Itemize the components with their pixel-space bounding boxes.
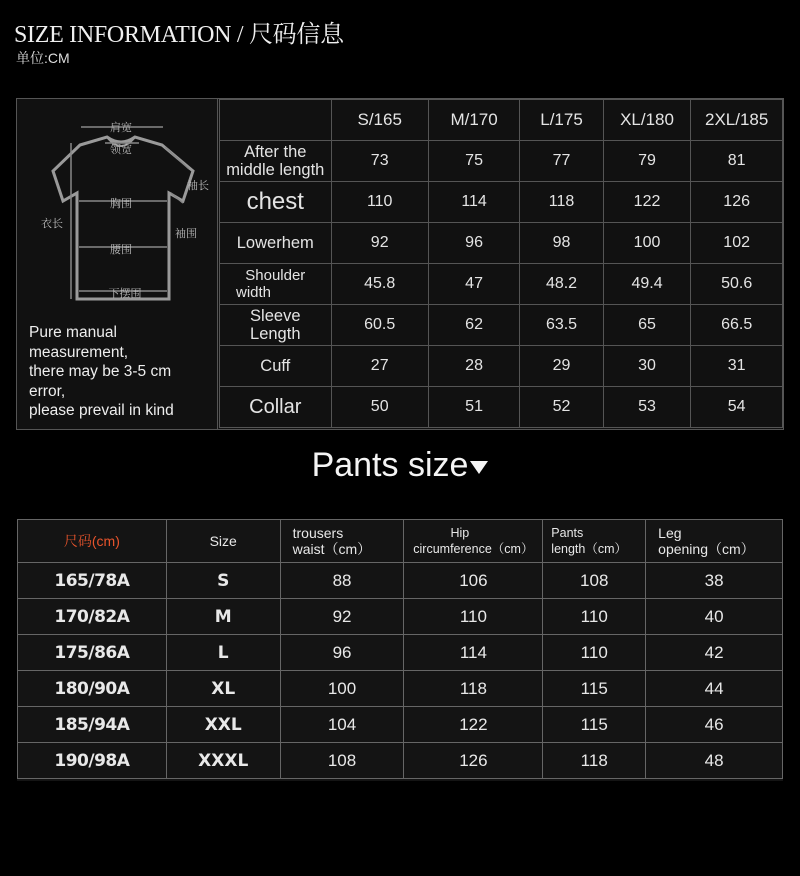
value-cell: 53 — [603, 387, 691, 428]
value-cell: 48.2 — [520, 264, 603, 305]
value-cell: 60.5 — [331, 305, 428, 346]
table-cell: 92 — [280, 599, 404, 635]
shirt-row-sleeve — [220, 305, 783, 346]
down-triangle-icon — [470, 461, 488, 474]
measurement-note — [29, 323, 219, 421]
shirt-row-lowerhem — [220, 223, 783, 264]
table-cell: 115 — [543, 707, 646, 743]
table-row — [18, 743, 783, 779]
value-cell: 52 — [520, 387, 603, 428]
size-column-header: S/165 — [331, 100, 428, 141]
value-cell: 51 — [428, 387, 519, 428]
value-cell: 118 — [520, 182, 603, 223]
value-cell: 100 — [603, 223, 691, 264]
shirt-row-length — [220, 141, 783, 182]
pants-header-cell: trousers waist（cm） — [280, 520, 404, 563]
value-cell: 77 — [520, 141, 603, 182]
table-cell: 114 — [404, 635, 543, 671]
shirt-header-row — [220, 100, 783, 141]
diagram-label-neck: 领宽 — [110, 143, 132, 156]
pants-header-cell: 尺码(cm) — [18, 520, 167, 563]
table-cell: XXXL — [166, 743, 280, 779]
value-cell: 54 — [691, 387, 783, 428]
row-label: Collar — [220, 387, 332, 428]
table-cell: 118 — [543, 743, 646, 779]
unit-label: 单位:CM — [16, 50, 70, 66]
pants-size-chart — [17, 519, 783, 781]
table-cell: 175/86A — [18, 635, 167, 671]
table-cell: 110 — [404, 599, 543, 635]
value-cell: 96 — [428, 223, 519, 264]
shirt-row-collar — [220, 387, 783, 428]
value-cell: 47 — [428, 264, 519, 305]
table-cell: 108 — [543, 563, 646, 599]
table-cell: 126 — [404, 743, 543, 779]
value-cell: 75 — [428, 141, 519, 182]
shirt-diagram — [17, 99, 218, 429]
pants-section-title: Pants size — [0, 446, 800, 485]
table-cell: S — [166, 563, 280, 599]
row-label: After the middle length — [220, 141, 332, 182]
size-column-header: 2XL/185 — [691, 100, 783, 141]
value-cell: 126 — [691, 182, 783, 223]
table-cell: 110 — [543, 599, 646, 635]
value-cell: 27 — [331, 346, 428, 387]
table-cell: 115 — [543, 671, 646, 707]
table-cell: 96 — [280, 635, 404, 671]
note-line: error, — [29, 382, 66, 400]
value-cell: 110 — [331, 182, 428, 223]
diagram-label-waist: 腰围 — [110, 243, 132, 256]
table-cell: 100 — [280, 671, 404, 707]
table-cell: 88 — [280, 563, 404, 599]
shirt-row-shoulder — [220, 264, 783, 305]
row-label: Lowerhem — [220, 223, 332, 264]
table-cell: XXL — [166, 707, 280, 743]
value-cell: 98 — [520, 223, 603, 264]
note-line: measurement, — [29, 343, 129, 361]
table-cell: 46 — [646, 707, 783, 743]
table-cell: XL — [166, 671, 280, 707]
table-row — [18, 563, 783, 599]
table-cell: M — [166, 599, 280, 635]
diagram-label-hem: 下摆围 — [108, 287, 142, 300]
table-cell: 180/90A — [18, 671, 167, 707]
value-cell: 28 — [428, 346, 519, 387]
table-cell: 122 — [404, 707, 543, 743]
tshirt-diagram-icon — [25, 113, 215, 318]
pants-header-cell: Size — [166, 520, 280, 563]
value-cell: 50 — [331, 387, 428, 428]
shirt-row-chest — [220, 182, 783, 223]
table-row — [18, 671, 783, 707]
diagram-label-shoulder: 肩宽 — [110, 121, 132, 134]
note-line: Pure manual — [29, 324, 117, 341]
corner-cell — [220, 100, 332, 141]
table-cell: 170/82A — [18, 599, 167, 635]
table-cell: 38 — [646, 563, 783, 599]
shirt-size-table — [219, 99, 783, 428]
value-cell: 30 — [603, 346, 691, 387]
row-label: Cuff — [220, 346, 332, 387]
diagram-label-sleeve: 袖长 — [187, 179, 209, 192]
pants-header-cell: Hip circumference（cm） — [404, 520, 543, 563]
table-row — [18, 599, 783, 635]
table-cell: 108 — [280, 743, 404, 779]
table-cell: 110 — [543, 635, 646, 671]
table-cell: 48 — [646, 743, 783, 779]
size-column-header: M/170 — [428, 100, 519, 141]
table-cell: 118 — [404, 671, 543, 707]
value-cell: 122 — [603, 182, 691, 223]
value-cell: 29 — [520, 346, 603, 387]
table-cell: 44 — [646, 671, 783, 707]
table-cell: 190/98A — [18, 743, 167, 779]
row-label: chest — [220, 182, 332, 223]
row-label: Shoulder width — [220, 264, 332, 305]
value-cell: 49.4 — [603, 264, 691, 305]
diagram-label-cuff: 袖围 — [175, 227, 197, 240]
pants-size-table — [17, 519, 783, 779]
shirt-size-chart — [16, 98, 784, 430]
table-cell: 40 — [646, 599, 783, 635]
table-cell: L — [166, 635, 280, 671]
pants-header-cell: Pants length（cm） — [543, 520, 646, 563]
value-cell: 114 — [428, 182, 519, 223]
table-cell: 185/94A — [18, 707, 167, 743]
value-cell: 92 — [331, 223, 428, 264]
note-line: there may be 3-5 cm — [29, 363, 172, 380]
value-cell: 102 — [691, 223, 783, 264]
row-label: Sleeve Length — [220, 305, 332, 346]
table-cell: 104 — [280, 707, 404, 743]
table-cell: 106 — [404, 563, 543, 599]
table-cell: 165/78A — [18, 563, 167, 599]
table-row — [18, 707, 783, 743]
value-cell: 45.8 — [331, 264, 428, 305]
value-cell: 50.6 — [691, 264, 783, 305]
value-cell: 31 — [691, 346, 783, 387]
value-cell: 79 — [603, 141, 691, 182]
table-cell: 42 — [646, 635, 783, 671]
value-cell: 73 — [331, 141, 428, 182]
value-cell: 65 — [603, 305, 691, 346]
diagram-label-chest: 胸围 — [110, 197, 132, 210]
value-cell: 63.5 — [520, 305, 603, 346]
value-cell: 81 — [691, 141, 783, 182]
size-column-header: XL/180 — [603, 100, 691, 141]
value-cell: 62 — [428, 305, 519, 346]
page-title: SIZE INFORMATION / 尺码信息 — [14, 22, 344, 48]
value-cell: 66.5 — [691, 305, 783, 346]
diagram-label-length: 衣长 — [41, 217, 63, 230]
pants-header-row — [18, 520, 783, 563]
table-row — [18, 635, 783, 671]
size-column-header: L/175 — [520, 100, 603, 141]
pants-header-cell: Leg opening（cm） — [646, 520, 783, 563]
shirt-row-cuff — [220, 346, 783, 387]
note-line: please prevail in kind — [29, 402, 174, 419]
